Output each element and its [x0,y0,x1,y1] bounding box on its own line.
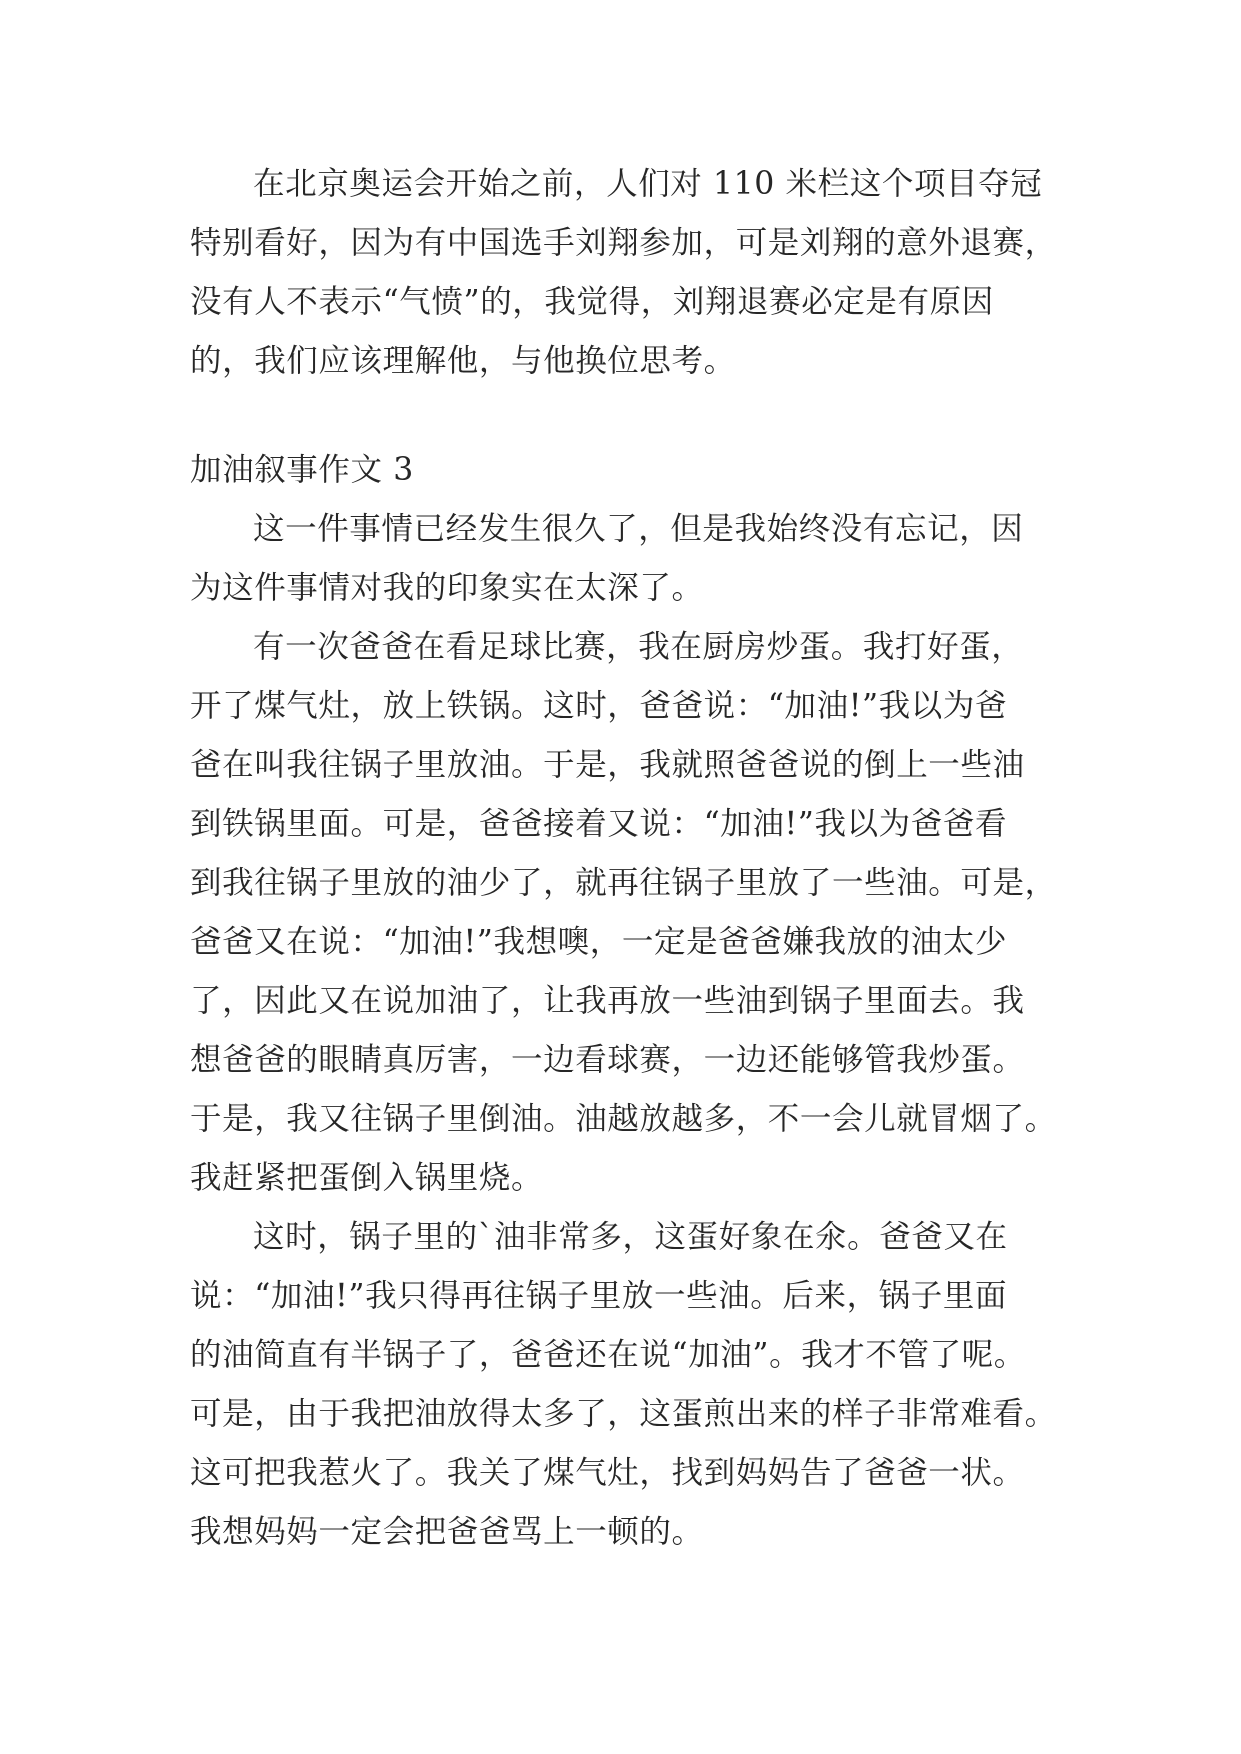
paragraph-line: 的，我们应该理解他，与他换位思考。 [190,343,736,379]
paragraph-line: 说：“加油!”我只得再往锅子里放一些油。后来，锅子里面 [190,1278,1008,1314]
paragraph-line: 了，因此又在说加油了，让我再放一些油到锅子里面去。我 [190,983,1025,1019]
paragraph-line: 到铁锅里面。可是，爸爸接着又说：“加油!”我以为爸爸看 [190,806,1008,842]
paragraph-line: 特别看好，因为有中国选手刘翔参加，可是刘翔的意外退赛， [190,225,1057,261]
paragraph-line: 爸在叫我往锅子里放油。于是，我就照爸爸说的倒上一些油 [190,747,1025,783]
paragraph-2 [190,500,1060,618]
paragraph-line: 的油简直有半锅子了，爸爸还在说“加油”。我才不管了呢。 [190,1337,1026,1373]
paragraph-line: 没有人不表示“气愤”的，我觉得，刘翔退赛必定是有原因 [190,284,994,320]
paragraph-line: 爸爸又在说：“加油!”我想噢，一定是爸爸嫌我放的油太少 [190,924,1008,960]
paragraph-line: 有一次爸爸在看足球比赛，我在厨房炒蛋。我打好蛋， [253,629,1024,665]
paragraph-line: 我赶紧把蛋倒入锅里烧。 [190,1160,544,1196]
document-body [190,155,1060,1562]
paragraph-line: 到我往锅子里放的油少了，就再往锅子里放了一些油。可是， [190,865,1057,901]
paragraph-line: 这可把我惹火了。我关了煤气灶，找到妈妈告了爸爸一状。 [190,1455,1025,1491]
paragraph-line: 想爸爸的眼睛真厉害，一边看球赛，一边还能够管我炒蛋。 [190,1042,1025,1078]
paragraph-line: 为这件事情对我的印象实在太深了。 [190,570,704,606]
paragraph-line: 这一件事情已经发生很久了，但是我始终没有忘记，因 [253,511,1024,547]
paragraph-line: 我想妈妈一定会把爸爸骂上一顿的。 [190,1514,704,1550]
paragraph-line: 开了煤气灶，放上铁锅。这时，爸爸说：“加油!”我以为爸 [190,688,1008,724]
heading-text: 加油叙事作文 3 [190,452,414,488]
paragraph-4 [190,1208,1060,1562]
paragraph-1 [190,155,1060,391]
paragraph-line: 于是，我又往锅子里倒油。油越放越多，不一会儿就冒烟了。 [190,1101,1057,1137]
paragraph-line: 可是，由于我把油放得太多了，这蛋煎出来的样子非常难看。 [190,1396,1057,1432]
paragraph-line: 在北京奥运会开始之前，人们对 110 米栏这个项目夺冠 [253,166,1043,202]
paragraph-line: 这时，锅子里的`油非常多，这蛋好象在氽。爸爸又在 [253,1219,1008,1255]
section-heading [190,441,1060,500]
paragraph-3 [190,618,1060,1208]
